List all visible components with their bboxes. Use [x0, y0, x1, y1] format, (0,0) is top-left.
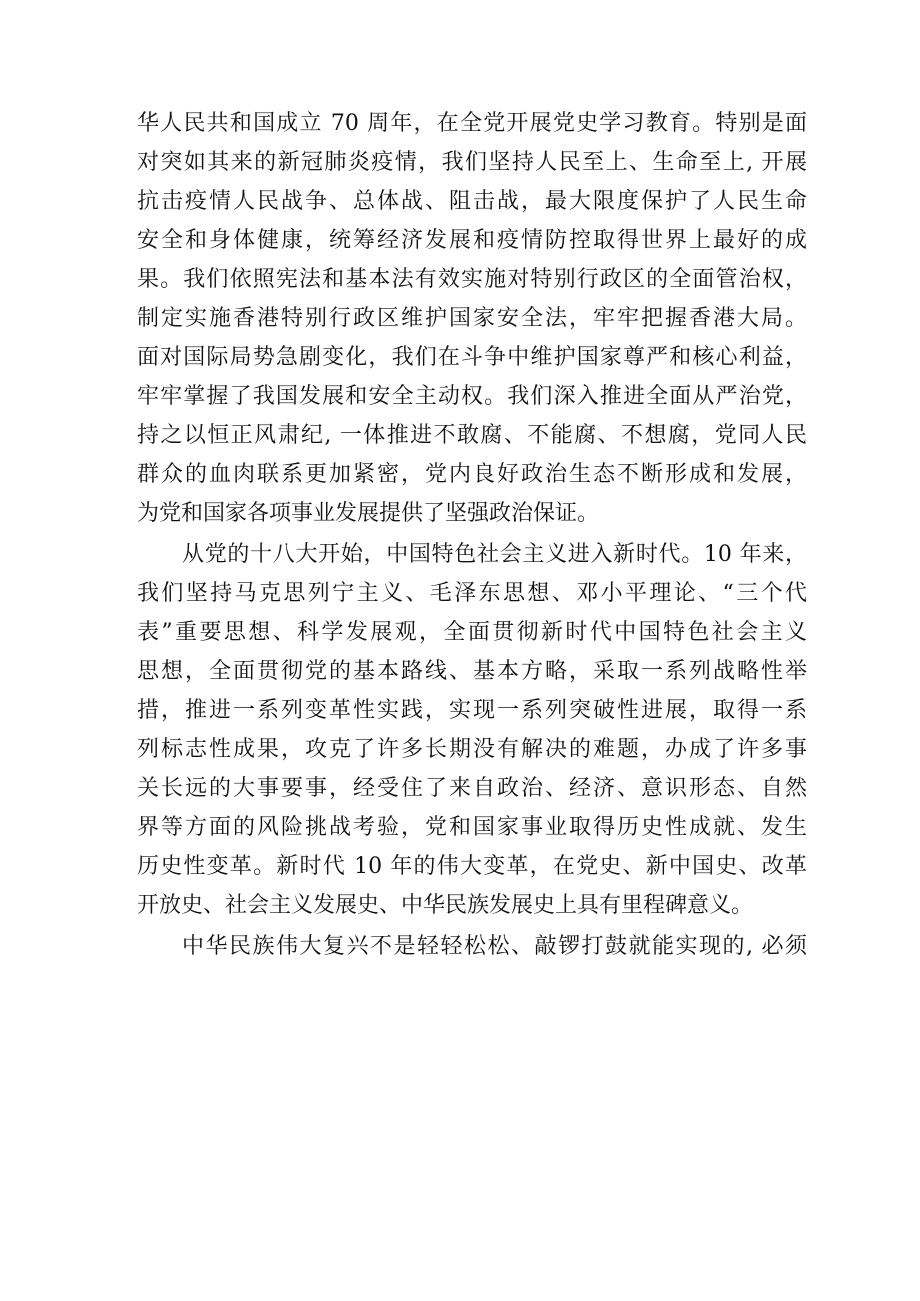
- text-line: 列标志性成果，攻克了许多长期没有解决的难题，办成了许多事: [137, 737, 807, 762]
- text-line: 牢牢掌握了我国发展和安全主动权。我们深入推进全面从严治党，: [137, 384, 807, 409]
- text-line: 对突如其来的新冠肺炎疫情，我们坚持人民至上、生命至上, 开展: [137, 150, 807, 175]
- text-line: 抗击疫情人民战争、总体战、阻击战，最大限度保护了人民生命: [137, 189, 807, 214]
- text-line: 思想，全面贯彻党的基本路线、基本方略，采取一系列战略性举: [137, 659, 807, 684]
- text-line: 措，推进一系列变革性实践，实现一系列突破性进展，取得一系: [137, 698, 807, 723]
- text-line: 持之以恒正风肃纪, 一体推进不敢腐、不能腐、不想腐，党同人民: [137, 423, 807, 448]
- text-line: 历史性变革。新时代 10 年的伟大变革，在党史、新中国史、改革: [137, 854, 807, 879]
- text-line: 我们坚持马克思列宁主义、毛泽东思想、邓小平理论、“三个代: [137, 581, 807, 606]
- paragraph: [137, 104, 807, 533]
- text-line: 果。我们依照宪法和基本法有效实施对特别行政区的全面管治权，: [137, 267, 807, 292]
- text-line: 安全和身体健康，统筹经济发展和疫情防控取得世界上最好的成: [137, 228, 807, 253]
- text-line: 关长远的大事要事，经受住了来自政治、经济、意识形态、自然: [137, 776, 807, 801]
- paragraph: [137, 927, 807, 966]
- text-line: 制定实施香港特别行政区维护国家安全法，牢牢把握香港大局。: [137, 306, 807, 331]
- text-line: 面对国际局势急剧变化，我们在斗争中维护国家尊严和核心利益，: [137, 345, 807, 370]
- text-line: 为党和国家各项事业发展提供了坚强政治保证。: [137, 501, 600, 526]
- text-line: 中华民族伟大复兴不是轻轻松松、敲锣打鼓就能实现的, 必须: [182, 934, 807, 959]
- text-line: 界等方面的风险挑战考验，党和国家事业取得历史性成就、发生: [137, 815, 807, 840]
- text-line: 群众的血肉联系更加紧密，党内良好政治生态不断形成和发展，: [137, 462, 807, 487]
- text-line: 开放史、社会主义发展史、中华民族发展史上具有里程碑意义。: [137, 893, 754, 918]
- text-line: 表”重要思想、科学发展观，全面贯彻新时代中国特色社会主义: [137, 620, 807, 645]
- text-line: 华人民共和国成立 70 周年，在全党开展党史学习教育。特别是面: [137, 111, 807, 136]
- paragraph: [137, 535, 807, 925]
- text-line: 从党的十八大开始，中国特色社会主义进入新时代。10 年来，: [182, 542, 807, 567]
- document-body: [137, 104, 807, 966]
